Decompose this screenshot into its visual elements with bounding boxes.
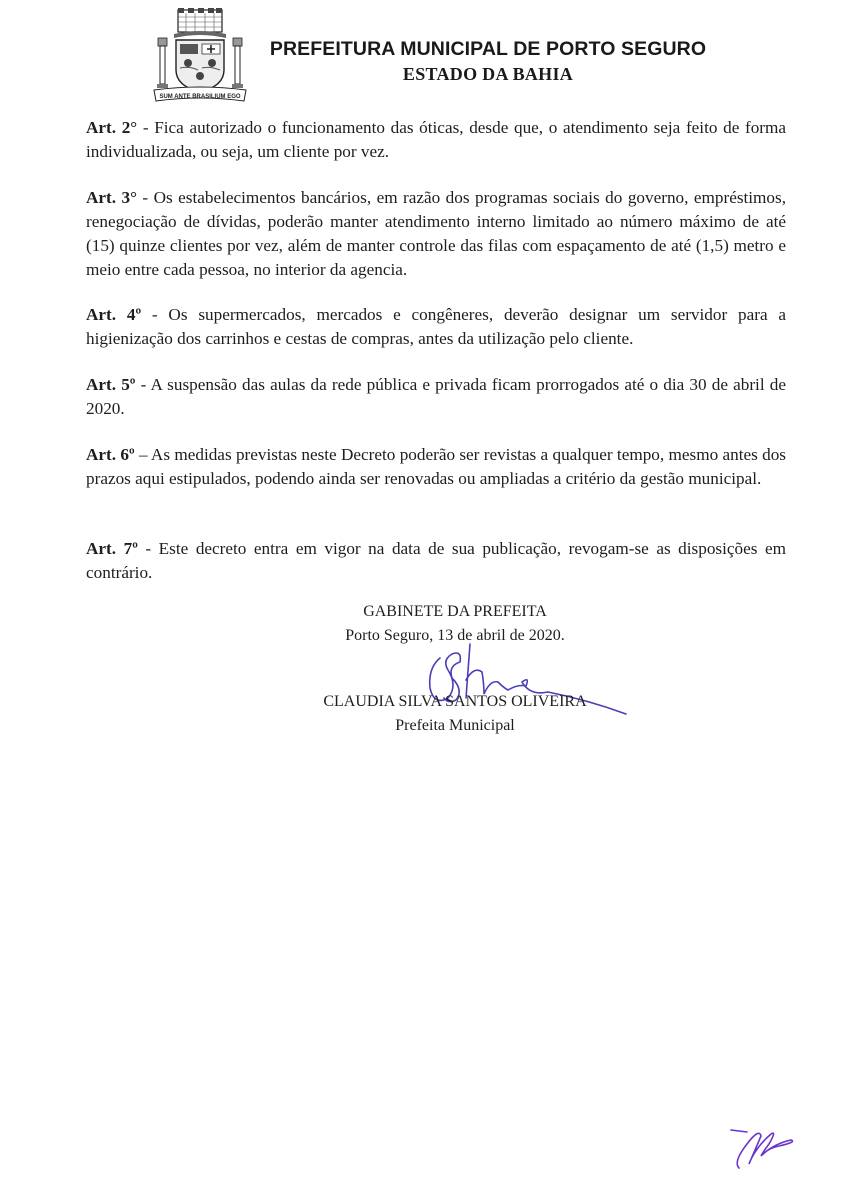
office-heading: GABINETE DA PREFEITA — [363, 603, 547, 620]
article-7 — [86, 537, 786, 585]
article-6 — [86, 443, 786, 491]
article-3 — [86, 186, 786, 282]
article-text: - Os supermercados, mercados e congêneres, deverão designar um servidor para a higienização dos carrinhos e cestas de compras, antes da utilização pelo cliente. — [86, 305, 786, 348]
article-label: Art. 2° — [86, 118, 138, 137]
article-5 — [86, 373, 786, 421]
article-text: - Fica autorizado o funcionamento das óticas, desde que, o atendimento seja feito de forma individualizada, ou seja, um cliente por vez. — [86, 118, 787, 161]
signatory-name: CLAUDIA SILVA SANTOS OLIVEIRA — [323, 693, 587, 710]
article-label: Art. 4º — [86, 305, 142, 324]
place-date: Porto Seguro, 13 de abril de 2020. — [345, 627, 565, 644]
initials-mark — [725, 1110, 805, 1180]
article-label: Art. 6º — [86, 445, 135, 464]
coat-of-arms-icon — [150, 8, 250, 104]
state-subtitle: ESTADO DA BAHIA — [402, 64, 574, 84]
article-text: - Este decreto entra em vigor na data de sua publicação, revogam-se as disposições em contrário. — [86, 539, 786, 582]
article-text: – As medidas previstas neste Decreto poderão ser revistas a qualquer tempo, mesmo antes dos prazos aqui estipulados, podendo ainda ser renovadas ou ampliadas a critério da gestão municipal. — [86, 445, 786, 488]
article-text: - A suspensão das aulas da rede pública e privada ficam prorrogados até o dia 30 de abril de 2020. — [86, 375, 786, 418]
article-label: Art. 7º — [86, 539, 138, 558]
article-2 — [86, 116, 786, 164]
article-label: Art. 5º — [86, 375, 136, 394]
signatory-title: Prefeita Municipal — [395, 717, 515, 734]
municipality-title: PREFEITURA MUNICIPAL DE PORTO SEGURO — [269, 38, 707, 60]
article-label: Art. 3° — [86, 188, 137, 207]
crest-motto: SUM ANTE BRASILIUM EGO — [159, 94, 241, 100]
article-4 — [86, 303, 786, 351]
article-text: - Os estabelecimentos bancários, em razão dos programas sociais do governo, empréstimos, renegociação de dívidas, poderão manter atendimento interno limitado ao número máximo de até (15) quinze clientes por vez, além de manter controle das filas com espaçamento de até (1,5) metro e meio entre cada pessoa, no interior da agencia. — [86, 188, 787, 279]
